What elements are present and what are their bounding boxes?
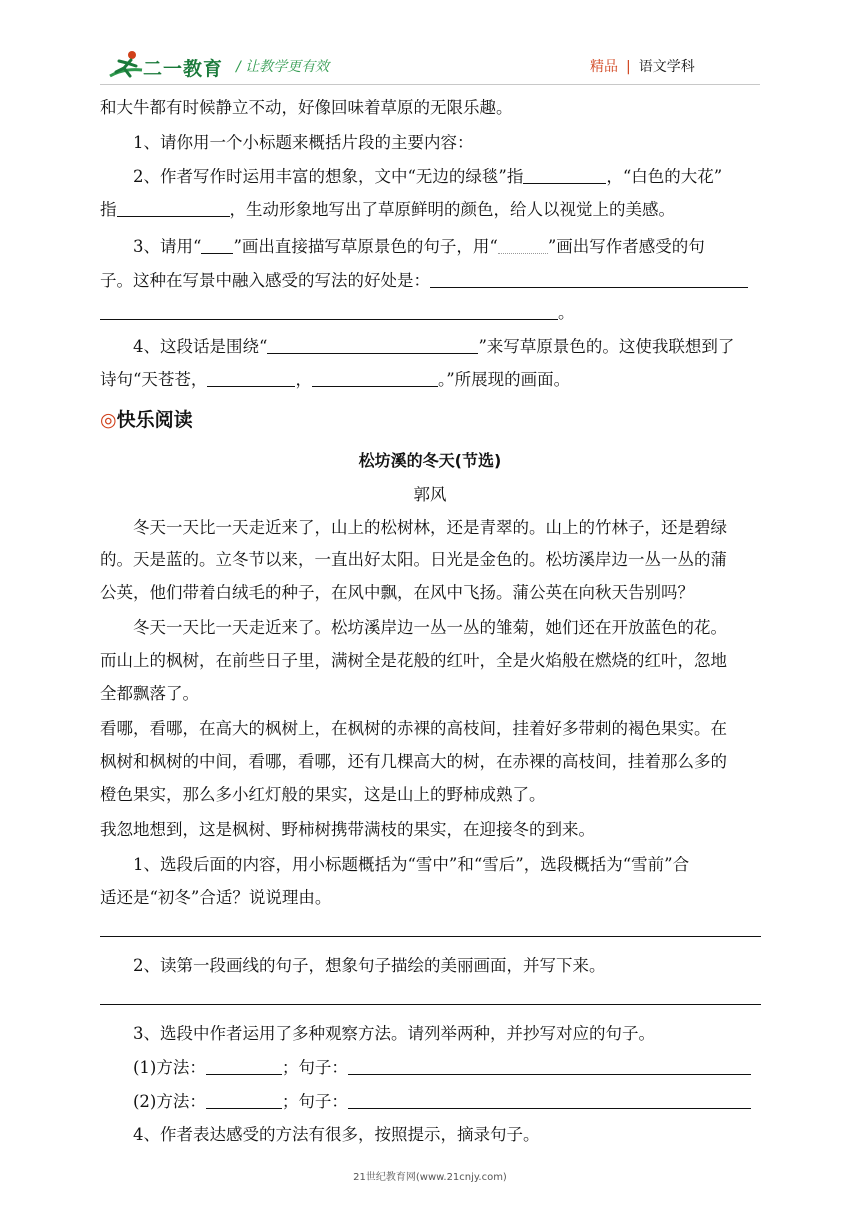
passage-line: 我忽地想到，这是枫树、野柿树携带满枝的果实，在迎接冬的到来。 bbox=[100, 820, 595, 839]
q3-text-a: 3、请用“ bbox=[133, 237, 202, 256]
sentence-blank[interactable] bbox=[348, 1059, 751, 1075]
q3-text-d: 子。这种在写景中融入感受的写法的好处是： bbox=[100, 271, 430, 290]
text-line: 和大牛都有时候静立不动，好像回味着草原的无限乐趣。 bbox=[100, 98, 513, 117]
sentence-label: ；句子： bbox=[281, 1092, 348, 1111]
method-row-1 bbox=[133, 1058, 764, 1078]
question-2-line-1 bbox=[133, 167, 764, 187]
method-label: (1)方法： bbox=[133, 1058, 206, 1077]
answer-blank[interactable] bbox=[100, 304, 558, 320]
answer-line[interactable] bbox=[100, 1004, 761, 1005]
quality-label: 精品 bbox=[590, 59, 618, 75]
q4-text-d: ， bbox=[295, 370, 312, 389]
q4-text-e: 。”所展现的画面。 bbox=[437, 370, 571, 389]
passage-line: 枫树和枫树的中间，看哪，看哪，还有几棵高大的树，在赤裸的高枝间，挂着那么多的 bbox=[100, 752, 727, 771]
q2-text-d: ，生动形象地写出了草原鲜明的颜色，给人以视觉上的美感。 bbox=[229, 200, 675, 219]
q2-text-a: 2、作者写作时运用丰富的想象，文中“无边的绿毯”指 bbox=[133, 167, 524, 186]
page-header bbox=[0, 0, 860, 92]
method-row-2 bbox=[133, 1092, 764, 1112]
question-2-line-2 bbox=[100, 200, 764, 220]
answer-line[interactable] bbox=[100, 936, 761, 937]
answer-blank[interactable] bbox=[117, 201, 230, 217]
wavy-line-sample bbox=[498, 240, 548, 254]
section-title: 快乐阅读 bbox=[116, 409, 193, 431]
reading-question-1-cont: 适还是“初冬”合适？说说理由。 bbox=[100, 888, 332, 907]
passage-author: 郭风 bbox=[413, 485, 447, 504]
question-4-line-1 bbox=[133, 337, 764, 357]
header-divider bbox=[100, 84, 760, 85]
passage-line: 看哪，看哪，在高大的枫树上，在枫树的赤裸的高枝间，挂着好多带刺的褐色果实。在 bbox=[100, 719, 727, 738]
question-4-line-2 bbox=[100, 370, 764, 390]
page-footer: 21世纪教育网(www.21cnjy.com) bbox=[353, 1172, 507, 1183]
ring-icon: ◎ bbox=[100, 409, 117, 431]
passage-line: 公英，他们带着白绒毛的种子，在风中飘，在风中飞扬。蒲公英在向秋天告别吗？ bbox=[100, 583, 694, 602]
answer-blank[interactable] bbox=[207, 371, 295, 387]
q3-text-c: ”画出写作者感受的句 bbox=[547, 237, 705, 256]
answer-blank[interactable] bbox=[523, 168, 606, 184]
method-label: (2)方法： bbox=[133, 1092, 206, 1111]
header-separator: | bbox=[626, 59, 631, 75]
q3-text-e: 。 bbox=[558, 303, 575, 322]
reading-question-4: 4、作者表达感受的方法有很多，按照提示，摘录句子。 bbox=[133, 1125, 540, 1144]
answer-blank[interactable] bbox=[312, 371, 438, 387]
straight-line-sample bbox=[201, 238, 233, 254]
passage-line: 冬天一天比一天走近来了。松坊溪岸边一丛一丛的雏菊，她们还在开放蓝色的花。 bbox=[133, 618, 727, 637]
q2-text-c: 指 bbox=[100, 200, 117, 219]
question-3-line-3 bbox=[100, 303, 764, 323]
question-1: 1、请你用一个小标题来概括片段的主要内容： bbox=[133, 133, 474, 152]
reading-question-3: 3、选段中作者运用了多种观察方法。请列举两种，并抄写对应的句子。 bbox=[133, 1024, 655, 1043]
sentence-blank[interactable] bbox=[348, 1093, 751, 1109]
answer-blank[interactable] bbox=[430, 272, 748, 288]
subject-label: 语文学科 bbox=[638, 59, 695, 75]
q4-text-c: 诗句“天苍苍， bbox=[100, 370, 208, 389]
answer-blank[interactable] bbox=[267, 338, 478, 354]
q4-text-a: 4、这段话是围绕“ bbox=[133, 337, 268, 356]
reading-question-2: 2、读第一段画线的句子，想象句子描绘的美丽画面，并写下来。 bbox=[133, 956, 606, 975]
header-right bbox=[590, 56, 695, 76]
sentence-label: ；句子： bbox=[281, 1058, 348, 1077]
reading-question-1: 1、选段后面的内容，用小标题概括为“雪中”和“雪后”，选段概括为“雪前”合 bbox=[133, 855, 690, 874]
logo-text: 二一教育 bbox=[143, 58, 224, 80]
passage-line: 全都飘落了。 bbox=[100, 684, 199, 703]
question-3-line-1 bbox=[133, 237, 764, 257]
section-heading bbox=[100, 405, 193, 432]
method-blank[interactable] bbox=[206, 1093, 282, 1109]
question-3-line-2 bbox=[100, 271, 764, 291]
passage-line: 冬天一天比一天走近来了，山上的松树林，还是青翠的。山上的竹林子，还是碧绿 bbox=[133, 518, 727, 537]
q3-text-b: ”画出直接描写草原景色的句子，用“ bbox=[233, 237, 498, 256]
method-blank[interactable] bbox=[206, 1059, 282, 1075]
passage-title: 松坊溪的冬天(节选) bbox=[358, 451, 502, 470]
passage-line: 的。天是蓝的。立冬节以来，一直出好太阳。日光是金色的。松坊溪岸边一丛一丛的蒲 bbox=[100, 550, 727, 569]
passage-line: 而山上的枫树，在前些日子里，满树全是花般的红叶，全是火焰般在燃烧的红叶，忽地 bbox=[100, 651, 727, 670]
q2-text-b: ，“白色的大花” bbox=[606, 167, 723, 186]
slogan: / 让教学更有效 bbox=[236, 59, 330, 75]
passage-line: 橙色果实，那么多小红灯般的果实，这是山上的野柿成熟了。 bbox=[100, 785, 546, 804]
q4-text-b: ”来写草原景色的。这使我联想到了 bbox=[478, 337, 735, 356]
